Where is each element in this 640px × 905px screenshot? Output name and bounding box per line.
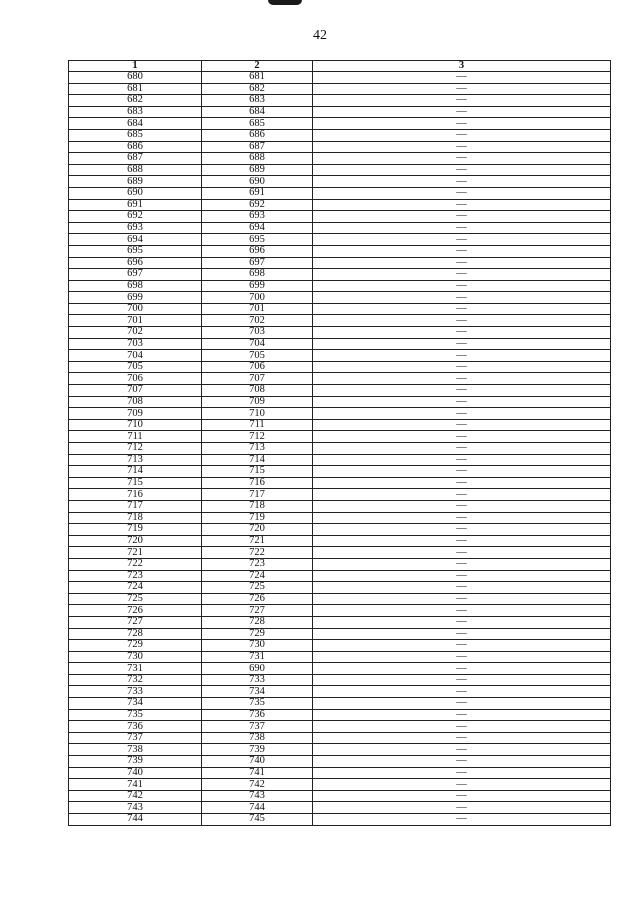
table-cell-col2: 713 bbox=[202, 443, 313, 455]
table-row bbox=[69, 454, 611, 466]
table-cell-col3: — bbox=[313, 477, 611, 489]
table-cell-col3: — bbox=[313, 686, 611, 698]
table-cell-col2: 696 bbox=[202, 245, 313, 257]
table-cell-col1: 733 bbox=[69, 686, 202, 698]
table-cell-col2: 706 bbox=[202, 361, 313, 373]
table-row bbox=[69, 303, 611, 315]
table-cell-col1: 696 bbox=[69, 257, 202, 269]
table-row bbox=[69, 477, 611, 489]
table-cell-col1: 713 bbox=[69, 454, 202, 466]
page-number: 42 bbox=[313, 28, 327, 43]
table-row bbox=[69, 593, 611, 605]
table-cell-col2: 738 bbox=[202, 732, 313, 744]
table-cell-col2: 708 bbox=[202, 385, 313, 397]
table-cell-col2: 705 bbox=[202, 350, 313, 362]
table-cell-col3: — bbox=[313, 280, 611, 292]
table-cell-col1: 694 bbox=[69, 234, 202, 246]
table-cell-col1: 693 bbox=[69, 222, 202, 234]
table-row bbox=[69, 419, 611, 431]
table-cell-col3: — bbox=[313, 802, 611, 814]
table-cell-col3: — bbox=[313, 164, 611, 176]
table-cell-col2: 691 bbox=[202, 187, 313, 199]
table-cell-col2: 710 bbox=[202, 408, 313, 420]
table-cell-col3: — bbox=[313, 187, 611, 199]
table-cell-col3: — bbox=[313, 779, 611, 791]
table-cell-col1: 697 bbox=[69, 269, 202, 281]
table-row bbox=[69, 640, 611, 652]
table-cell-col2: 707 bbox=[202, 373, 313, 385]
table-cell-col3: — bbox=[313, 211, 611, 223]
table-cell-col1: 698 bbox=[69, 280, 202, 292]
table-cell-col2: 734 bbox=[202, 686, 313, 698]
table-row bbox=[69, 443, 611, 455]
table-row bbox=[69, 767, 611, 779]
table-row bbox=[69, 674, 611, 686]
table-cell-col3: — bbox=[313, 756, 611, 768]
table-cell-col1: 683 bbox=[69, 106, 202, 118]
table-row bbox=[69, 570, 611, 582]
table-cell-col3: — bbox=[313, 570, 611, 582]
table-cell-col1: 720 bbox=[69, 535, 202, 547]
table-cell-col3: — bbox=[313, 141, 611, 153]
table-row bbox=[69, 790, 611, 802]
table-cell-col1: 739 bbox=[69, 756, 202, 768]
table-row bbox=[69, 616, 611, 628]
table-row bbox=[69, 756, 611, 768]
table-cell-col2: 698 bbox=[202, 269, 313, 281]
table-cell-col2: 695 bbox=[202, 234, 313, 246]
table-cell-col2: 742 bbox=[202, 779, 313, 791]
table-row bbox=[69, 512, 611, 524]
table-cell-col3: — bbox=[313, 663, 611, 675]
table-cell-col2: 719 bbox=[202, 512, 313, 524]
table-cell-col2: 702 bbox=[202, 315, 313, 327]
table-cell-col1: 728 bbox=[69, 628, 202, 640]
table-cell-col3: — bbox=[313, 118, 611, 130]
table-cell-col1: 740 bbox=[69, 767, 202, 779]
table-cell-col3: — bbox=[313, 292, 611, 304]
table-cell-col1: 729 bbox=[69, 640, 202, 652]
table-cell-col3: — bbox=[313, 361, 611, 373]
table-cell-col1: 692 bbox=[69, 211, 202, 223]
table-row bbox=[69, 176, 611, 188]
table-cell-col1: 716 bbox=[69, 489, 202, 501]
table-cell-col2: 690 bbox=[202, 176, 313, 188]
table-row bbox=[69, 744, 611, 756]
table-cell-col2: 683 bbox=[202, 95, 313, 107]
table-row bbox=[69, 732, 611, 744]
table-cell-col2: 709 bbox=[202, 396, 313, 408]
table-row bbox=[69, 83, 611, 95]
table-cell-col3: — bbox=[313, 350, 611, 362]
table-cell-col1: 717 bbox=[69, 500, 202, 512]
table-cell-col1: 718 bbox=[69, 512, 202, 524]
table-cell-col1: 736 bbox=[69, 721, 202, 733]
table-cell-col1: 721 bbox=[69, 547, 202, 559]
table-cell-col2: 701 bbox=[202, 303, 313, 315]
table-row bbox=[69, 663, 611, 675]
table-row bbox=[69, 72, 611, 84]
table-cell-col3: — bbox=[313, 443, 611, 455]
table-cell-col2: 728 bbox=[202, 616, 313, 628]
table-cell-col2: 721 bbox=[202, 535, 313, 547]
table-cell-col3: — bbox=[313, 709, 611, 721]
table-cell-col1: 723 bbox=[69, 570, 202, 582]
table-cell-col1: 691 bbox=[69, 199, 202, 211]
table-row bbox=[69, 628, 611, 640]
table-cell-col2: 714 bbox=[202, 454, 313, 466]
table-row bbox=[69, 396, 611, 408]
table-cell-col3: — bbox=[313, 489, 611, 501]
table-cell-col3: — bbox=[313, 524, 611, 536]
table-cell-col2: 699 bbox=[202, 280, 313, 292]
table-cell-col1: 706 bbox=[69, 373, 202, 385]
table-cell-col2: 741 bbox=[202, 767, 313, 779]
table-cell-col3: — bbox=[313, 257, 611, 269]
table-cell-col1: 719 bbox=[69, 524, 202, 536]
table-cell-col3: — bbox=[313, 674, 611, 686]
table-cell-col3: — bbox=[313, 153, 611, 165]
column-header-3: 3 bbox=[313, 61, 611, 72]
table-row bbox=[69, 338, 611, 350]
table-row bbox=[69, 106, 611, 118]
table-cell-col1: 685 bbox=[69, 129, 202, 141]
table-row bbox=[69, 814, 611, 826]
table-cell-col3: — bbox=[313, 176, 611, 188]
table-cell-col1: 724 bbox=[69, 582, 202, 594]
table-cell-col1: 684 bbox=[69, 118, 202, 130]
table-cell-col2: 715 bbox=[202, 466, 313, 478]
table-cell-col3: — bbox=[313, 454, 611, 466]
table-cell-col1: 738 bbox=[69, 744, 202, 756]
table-cell-col2: 730 bbox=[202, 640, 313, 652]
table-cell-col1: 707 bbox=[69, 385, 202, 397]
table-cell-col3: — bbox=[313, 500, 611, 512]
table-cell-col1: 715 bbox=[69, 477, 202, 489]
table-cell-col2: 737 bbox=[202, 721, 313, 733]
table-cell-col3: — bbox=[313, 582, 611, 594]
table-cell-col3: — bbox=[313, 814, 611, 826]
table-cell-col3: — bbox=[313, 535, 611, 547]
table-cell-col2: 703 bbox=[202, 327, 313, 339]
table-cell-col2: 736 bbox=[202, 709, 313, 721]
table-cell-col3: — bbox=[313, 385, 611, 397]
table-cell-col2: 743 bbox=[202, 790, 313, 802]
table-row bbox=[69, 373, 611, 385]
table-cell-col3: — bbox=[313, 732, 611, 744]
table-cell-col1: 703 bbox=[69, 338, 202, 350]
table-cell-col3: — bbox=[313, 129, 611, 141]
table-cell-col3: — bbox=[313, 222, 611, 234]
table-cell-col3: — bbox=[313, 431, 611, 443]
table-cell-col2: 718 bbox=[202, 500, 313, 512]
table-cell-col3: — bbox=[313, 767, 611, 779]
table-row bbox=[69, 524, 611, 536]
table-row bbox=[69, 350, 611, 362]
table-cell-col1: 690 bbox=[69, 187, 202, 199]
table-row bbox=[69, 164, 611, 176]
table-cell-col3: — bbox=[313, 327, 611, 339]
table-cell-col2: 690 bbox=[202, 663, 313, 675]
table-row bbox=[69, 141, 611, 153]
table-cell-col2: 723 bbox=[202, 558, 313, 570]
table-row bbox=[69, 582, 611, 594]
table-cell-col1: 708 bbox=[69, 396, 202, 408]
data-table bbox=[68, 60, 611, 826]
table-row bbox=[69, 709, 611, 721]
table-cell-col3: — bbox=[313, 605, 611, 617]
table-cell-col1: 730 bbox=[69, 651, 202, 663]
table-cell-col3: — bbox=[313, 790, 611, 802]
table-row bbox=[69, 187, 611, 199]
table-cell-col1: 687 bbox=[69, 153, 202, 165]
table-cell-col3: — bbox=[313, 199, 611, 211]
table-row bbox=[69, 802, 611, 814]
table-row bbox=[69, 686, 611, 698]
table-cell-col1: 705 bbox=[69, 361, 202, 373]
table-row bbox=[69, 118, 611, 130]
table-cell-col3: — bbox=[313, 373, 611, 385]
table-cell-col1: 726 bbox=[69, 605, 202, 617]
table-row bbox=[69, 535, 611, 547]
column-header-1: 1 bbox=[69, 61, 202, 72]
table-cell-col3: — bbox=[313, 338, 611, 350]
table-cell-col2: 720 bbox=[202, 524, 313, 536]
table-cell-col2: 735 bbox=[202, 698, 313, 710]
table-cell-col1: 702 bbox=[69, 327, 202, 339]
scan-mark bbox=[268, 0, 302, 5]
table-cell-col1: 682 bbox=[69, 95, 202, 107]
table-row bbox=[69, 95, 611, 107]
table-cell-col3: — bbox=[313, 651, 611, 663]
table-cell-col1: 712 bbox=[69, 443, 202, 455]
table-cell-col1: 699 bbox=[69, 292, 202, 304]
table-cell-col1: 714 bbox=[69, 466, 202, 478]
table-cell-col1: 701 bbox=[69, 315, 202, 327]
table-cell-col1: 722 bbox=[69, 558, 202, 570]
table-cell-col2: 731 bbox=[202, 651, 313, 663]
table-cell-col1: 709 bbox=[69, 408, 202, 420]
table-row bbox=[69, 234, 611, 246]
table-cell-col3: — bbox=[313, 466, 611, 478]
table-row bbox=[69, 269, 611, 281]
table-cell-col3: — bbox=[313, 396, 611, 408]
table-cell-col1: 700 bbox=[69, 303, 202, 315]
table-cell-col3: — bbox=[313, 593, 611, 605]
table-cell-col3: — bbox=[313, 83, 611, 95]
table-cell-col1: 704 bbox=[69, 350, 202, 362]
table-cell-col3: — bbox=[313, 744, 611, 756]
table-row bbox=[69, 315, 611, 327]
table-row bbox=[69, 558, 611, 570]
table-cell-col1: 727 bbox=[69, 616, 202, 628]
table-cell-col1: 688 bbox=[69, 164, 202, 176]
table-cell-col2: 711 bbox=[202, 419, 313, 431]
table-row bbox=[69, 547, 611, 559]
table-row bbox=[69, 361, 611, 373]
table-cell-col1: 744 bbox=[69, 814, 202, 826]
table-cell-col1: 695 bbox=[69, 245, 202, 257]
table-row bbox=[69, 651, 611, 663]
table-cell-col3: — bbox=[313, 558, 611, 570]
table-row bbox=[69, 385, 611, 397]
table-cell-col2: 685 bbox=[202, 118, 313, 130]
table-body bbox=[69, 72, 611, 826]
column-header-2: 2 bbox=[202, 61, 313, 72]
table-cell-col2: 681 bbox=[202, 72, 313, 84]
table-cell-col3: — bbox=[313, 547, 611, 559]
table-cell-col1: 689 bbox=[69, 176, 202, 188]
table-cell-col3: — bbox=[313, 419, 611, 431]
table-cell-col1: 710 bbox=[69, 419, 202, 431]
table-cell-col3: — bbox=[313, 315, 611, 327]
table-row bbox=[69, 280, 611, 292]
table-cell-col2: 745 bbox=[202, 814, 313, 826]
table-header-row bbox=[69, 61, 611, 72]
table-row bbox=[69, 698, 611, 710]
table-cell-col1: 737 bbox=[69, 732, 202, 744]
table-cell-col2: 712 bbox=[202, 431, 313, 443]
table-cell-col3: — bbox=[313, 640, 611, 652]
table-cell-col2: 726 bbox=[202, 593, 313, 605]
table-row bbox=[69, 779, 611, 791]
table-cell-col1: 734 bbox=[69, 698, 202, 710]
table-cell-col2: 693 bbox=[202, 211, 313, 223]
table-cell-col2: 700 bbox=[202, 292, 313, 304]
table-cell-col1: 741 bbox=[69, 779, 202, 791]
table-cell-col3: — bbox=[313, 616, 611, 628]
table-row bbox=[69, 327, 611, 339]
table-cell-col3: — bbox=[313, 303, 611, 315]
table-row bbox=[69, 257, 611, 269]
table-cell-col3: — bbox=[313, 628, 611, 640]
table-cell-col1: 680 bbox=[69, 72, 202, 84]
table-cell-col2: 692 bbox=[202, 199, 313, 211]
table-cell-col2: 684 bbox=[202, 106, 313, 118]
table-cell-col2: 722 bbox=[202, 547, 313, 559]
table-row bbox=[69, 466, 611, 478]
table-row bbox=[69, 222, 611, 234]
table-cell-col3: — bbox=[313, 721, 611, 733]
table-row bbox=[69, 245, 611, 257]
table-row bbox=[69, 153, 611, 165]
table-cell-col2: 740 bbox=[202, 756, 313, 768]
table-cell-col1: 732 bbox=[69, 674, 202, 686]
table-row bbox=[69, 500, 611, 512]
table-cell-col1: 735 bbox=[69, 709, 202, 721]
table-cell-col2: 686 bbox=[202, 129, 313, 141]
table-cell-col2: 724 bbox=[202, 570, 313, 582]
table-cell-col2: 688 bbox=[202, 153, 313, 165]
table-cell-col3: — bbox=[313, 72, 611, 84]
table-cell-col2: 725 bbox=[202, 582, 313, 594]
table-cell-col2: 716 bbox=[202, 477, 313, 489]
table-cell-col2: 739 bbox=[202, 744, 313, 756]
table-row bbox=[69, 199, 611, 211]
table-cell-col3: — bbox=[313, 95, 611, 107]
table-cell-col2: 717 bbox=[202, 489, 313, 501]
table-cell-col3: — bbox=[313, 269, 611, 281]
table-cell-col1: 711 bbox=[69, 431, 202, 443]
table-cell-col1: 742 bbox=[69, 790, 202, 802]
table-cell-col1: 731 bbox=[69, 663, 202, 675]
table-cell-col3: — bbox=[313, 234, 611, 246]
table-cell-col1: 725 bbox=[69, 593, 202, 605]
table-row bbox=[69, 129, 611, 141]
table-cell-col1: 686 bbox=[69, 141, 202, 153]
table-cell-col2: 689 bbox=[202, 164, 313, 176]
table-cell-col2: 733 bbox=[202, 674, 313, 686]
table-cell-col1: 681 bbox=[69, 83, 202, 95]
table-row bbox=[69, 489, 611, 501]
table-cell-col1: 743 bbox=[69, 802, 202, 814]
table-cell-col3: — bbox=[313, 245, 611, 257]
table-cell-col3: — bbox=[313, 512, 611, 524]
table-cell-col2: 704 bbox=[202, 338, 313, 350]
table-cell-col2: 729 bbox=[202, 628, 313, 640]
table-cell-col2: 694 bbox=[202, 222, 313, 234]
table-cell-col3: — bbox=[313, 106, 611, 118]
table-cell-col2: 687 bbox=[202, 141, 313, 153]
table-cell-col3: — bbox=[313, 408, 611, 420]
table-row bbox=[69, 605, 611, 617]
table-cell-col3: — bbox=[313, 698, 611, 710]
table-row bbox=[69, 431, 611, 443]
table-cell-col2: 744 bbox=[202, 802, 313, 814]
table-row bbox=[69, 721, 611, 733]
table-row bbox=[69, 211, 611, 223]
table-row bbox=[69, 408, 611, 420]
table-cell-col2: 682 bbox=[202, 83, 313, 95]
table-row bbox=[69, 292, 611, 304]
table-cell-col2: 697 bbox=[202, 257, 313, 269]
table-cell-col2: 727 bbox=[202, 605, 313, 617]
